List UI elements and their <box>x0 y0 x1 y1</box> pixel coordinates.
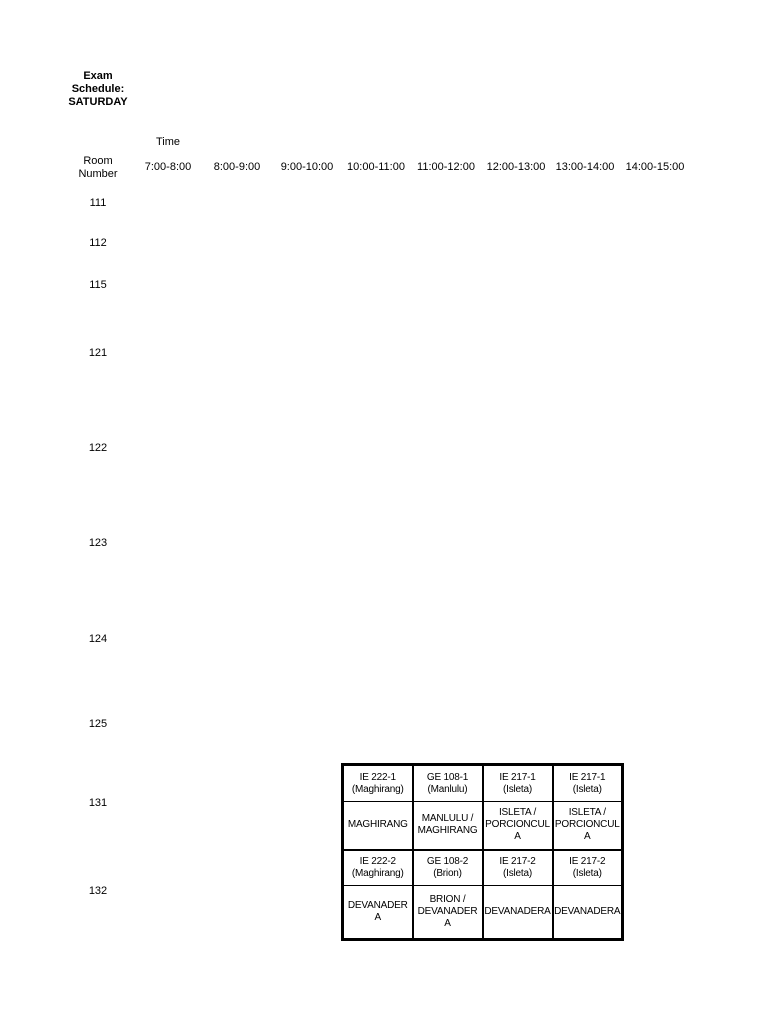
proctor-cell: BRION / DEVANADER A <box>413 886 483 940</box>
time-slot-header: 10:00-11:00 <box>347 161 405 173</box>
room-number: 111 <box>89 197 107 209</box>
room-number: 122 <box>88 442 108 454</box>
proctor-cell: MANLULU / MAGHIRANG <box>413 802 483 850</box>
proctor-cell: DEVANADER A <box>343 886 413 940</box>
proctor-cell: MAGHIRANG <box>343 802 413 850</box>
room-number: 123 <box>88 537 108 549</box>
time-slot-header: 11:00-12:00 <box>417 161 475 173</box>
time-slot-header: 9:00-10:00 <box>280 161 334 173</box>
table-row <box>343 886 623 940</box>
proctor-cell: DEVANADERA <box>483 886 553 940</box>
room-number: 131 <box>88 797 108 809</box>
course-cell: GE 108-1 (Manlulu) <box>413 765 483 802</box>
course-cell: IE 217-1 (Isleta) <box>553 765 623 802</box>
time-label: Time <box>155 136 181 148</box>
room-number: 125 <box>88 718 108 730</box>
schedule-table <box>341 763 624 941</box>
time-slot-header: 12:00-13:00 <box>486 161 546 173</box>
table-row <box>343 850 623 886</box>
course-cell: IE 222-2 (Maghirang) <box>343 850 413 886</box>
course-cell: GE 108-2 (Brion) <box>413 850 483 886</box>
page-title: Exam Schedule: SATURDAY <box>68 70 128 108</box>
room-number: 112 <box>89 237 107 249</box>
room-number: 132 <box>88 885 108 897</box>
time-slot-header: 7:00-8:00 <box>144 161 192 173</box>
course-cell: IE 217-1 (Isleta) <box>483 765 553 802</box>
table-row <box>343 765 623 802</box>
proctor-cell: DEVANADERA <box>553 886 623 940</box>
time-slot-header: 13:00-14:00 <box>555 161 615 173</box>
table-row <box>343 802 623 850</box>
proctor-cell: ISLETA / PORCIONCUL A <box>483 802 553 850</box>
time-slot-header: 8:00-9:00 <box>213 161 261 173</box>
time-slot-header: 14:00-15:00 <box>625 161 685 173</box>
course-cell: IE 222-1 (Maghirang) <box>343 765 413 802</box>
room-number: 124 <box>88 633 108 645</box>
room-number: 121 <box>88 347 108 359</box>
room-number-label: Room Number <box>78 155 118 180</box>
course-cell: IE 217-2 (Isleta) <box>553 850 623 886</box>
proctor-cell: ISLETA / PORCIONCUL A <box>553 802 623 850</box>
course-cell: IE 217-2 (Isleta) <box>483 850 553 886</box>
room-number: 115 <box>89 279 107 291</box>
